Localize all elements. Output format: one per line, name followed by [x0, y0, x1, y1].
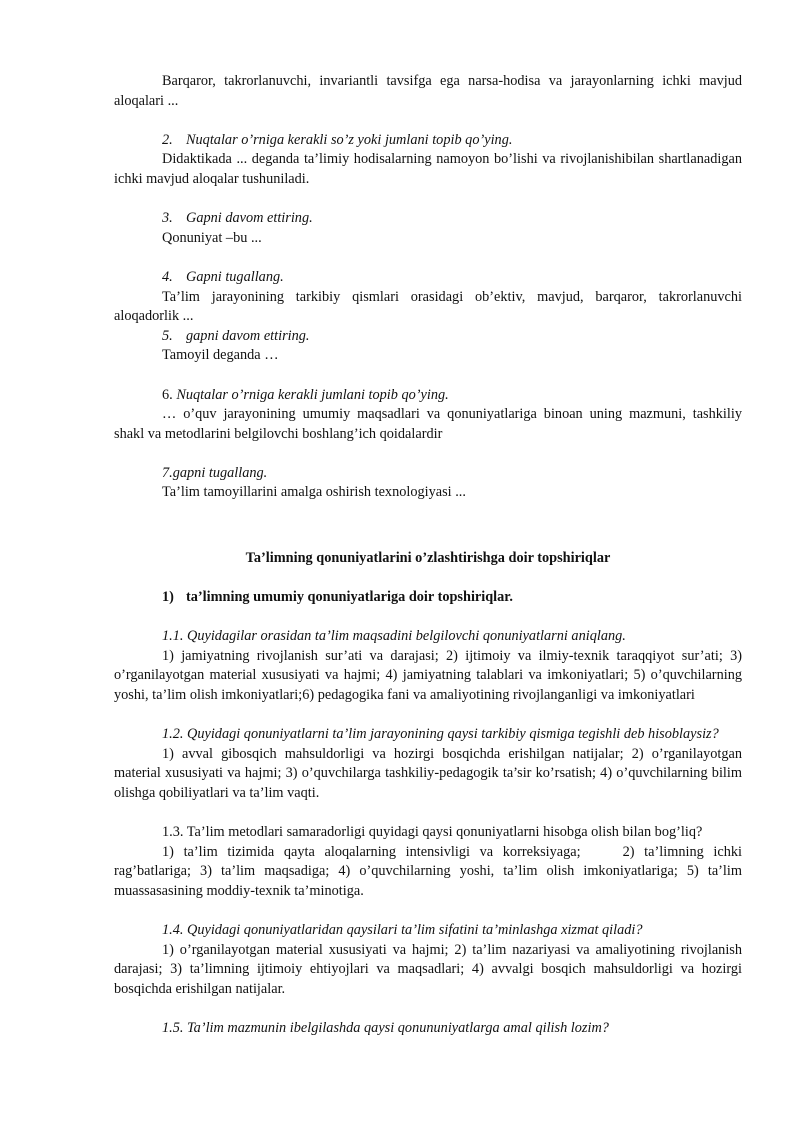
task-1-5-title: 1.5. Ta’lim mazmunin ibelgilashda qaysi qonununiyatlarga amal qilish lozim?	[162, 1019, 609, 1036]
question-3-title: 3. Gapni davom ettiring.	[114, 209, 742, 229]
question-4-body: Ta’lim jarayonining tarkibiy qismlari orasidagi ob’ektiv, mavjud, barqaror, takrorlanuvchi aloqadorlik ...	[114, 288, 742, 325]
task-1-3-body: 1) ta’lim tizimida qayta aloqalarning intensivligi va korreksiyaga; 2) ta’limning ichki rag’batlariga; 3) ta’lim maqsadiga; 4) o’quvchilarning yoshi, ta’lim olish imkoniyatlariga; 5) ta’lim muassasasining moddiy-texnik ta’minotiga.	[114, 843, 742, 899]
task-1-2-body: 1) avval gibosqich mahsuldorligi va hozirgi bosqichda erishilgan natijalar; 2) o’rganilayotgan material xususiyati va hajmi; 3) o’quvchilarga tashkiliy-pedagogik ta’sir ko’rsatish; 4) o’quvchilarning bilim olishga qobiliyatlari va ta’lim vaqti.	[114, 745, 742, 801]
document-page	[114, 72, 742, 1039]
task-1-3-title: 1.3. Ta’lim metodlari samaradorligi quyidagi qaysi qonuniyatlarni hisobga olish bilan bog’liq?	[162, 823, 703, 840]
question-5-number: 5.	[162, 327, 173, 344]
intro-paragraph: Barqaror, takrorlanuvchi, invariantli tavsifga ega narsa-hodisa va jarayonlarning ichki mavjud aloqalari ...	[114, 73, 742, 109]
task-1-1-body: 1) jamiyatning rivojlanish sur’ati va darajasi; 2) ijtimoiy va ilmiy-texnik taraqqiyot sur’ati; 3) o’rganilayotgan material xususiyati va hajmi; 4) jamiyatning talablari va imkoniyatlari; 5) o’quvchilarning yoshi, ta’lim olish imkoniyatlari;6) pedagogika fani va amaliyotining rivojlanganligi va imkoniyatlari	[114, 647, 742, 703]
question-2-body: Didaktikada ... deganda ta’limiy hodisalarning namoyon bo’lishi va rivojlanishibilan shartlanadigan ichki mavjud aloqalar tushuniladi.	[114, 151, 742, 187]
task-1-2-title: 1.2. Quyidagi qonuniyatlarni ta’lim jarayonining qaysi tarkibiy qismiga tegishli deb hisoblaysiz?	[162, 726, 719, 742]
question-7-title: 7.gapni tugallang.	[162, 464, 268, 481]
subsection-number: 1)	[162, 588, 174, 605]
question-7-body: Ta’lim tamoyillarini amalga oshirish texnologiyasi ...	[162, 484, 466, 501]
question-4-title: 4. Gapni tugallang.	[114, 268, 742, 288]
task-1-1-title: 1.1. Quyidagilar orasidan ta’lim maqsadini belgilovchi qonuniyatlarni aniqlang.	[162, 628, 626, 645]
question-5-body: Tamoyil deganda …	[162, 347, 279, 364]
question-2-number: 2.	[162, 131, 173, 148]
task-1-4-title: 1.4. Quyidagi qonuniyatlaridan qaysilari ta’lim sifatini ta’minlashga xizmat qiladi?	[162, 921, 643, 938]
task-1-4-body: 1) o’rganilayotgan material xususiyati va hajmi; 2) ta’lim nazariyasi va amaliyotining rivojlanish darajasi; 3) ta’limning ijtimoiy ehtiyojlari va maqsadlari; 4) avvalgi bosqich mahsuldorligi va hozirgi bosqichda erishilgan natijalar.	[114, 941, 742, 997]
question-3-number: 3.	[162, 210, 173, 227]
question-5-title: 5. gapni davom ettiring.	[114, 327, 742, 347]
subsection-title: 1) ta’limning umumiy qonuniyatlariga doir topshiriqlar.	[114, 588, 742, 608]
question-3-body: Qonuniyat –bu ...	[162, 229, 262, 246]
question-6-number: 6.	[162, 386, 173, 403]
question-2-title: 2. Nuqtalar o’rniga kerakli so’z yoki jumlani topib qo’ying.	[114, 131, 742, 151]
question-4-number: 4.	[162, 268, 173, 285]
section-heading: Ta’limning qonuniyatlarini o’zlashtirishga doir topshiriqlar	[245, 549, 611, 566]
question-6-body: … o’quv jarayonining umumiy maqsadlari va qonuniyatlariga binoan uning mazmuni, tashkiliy shakl va metodlarini belgilovchi boshlang’ich qoidalardir	[114, 406, 742, 442]
question-6-title: 6. Nuqtalar o’rniga kerakli jumlani topib qo’ying.	[162, 386, 449, 403]
